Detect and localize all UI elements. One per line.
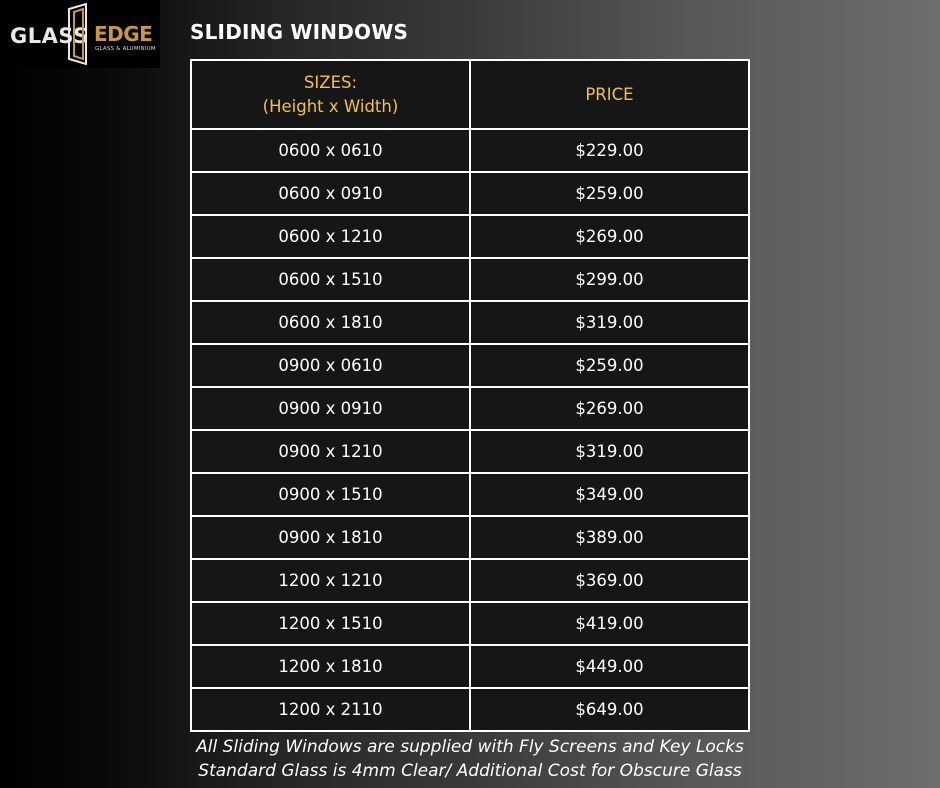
size-cell: 0900 x 0910 (191, 387, 470, 430)
price-cell: $229.00 (470, 129, 749, 172)
logo-tagline: GLASS & ALUMINIUM (95, 46, 156, 52)
price-cell: $389.00 (470, 516, 749, 559)
logo-word-glass: GLASS (10, 24, 89, 48)
size-header-sublabel: (Height x Width) (262, 96, 399, 116)
table-row (191, 430, 749, 473)
price-cell: $269.00 (470, 215, 749, 258)
price-cell: $319.00 (470, 301, 749, 344)
size-cell: 0600 x 1510 (191, 258, 470, 301)
table-row (191, 172, 749, 215)
table-row (191, 516, 749, 559)
price-cell: $269.00 (470, 387, 749, 430)
table-header-row (191, 60, 749, 129)
price-cell: $419.00 (470, 602, 749, 645)
note-fly-screens: All Sliding Windows are supplied with Fly Screens and Key Locks (196, 737, 744, 757)
size-cell: 1200 x 1210 (191, 559, 470, 602)
price-cell: $259.00 (470, 172, 749, 215)
price-cell: $299.00 (470, 258, 749, 301)
price-cell: $649.00 (470, 688, 749, 731)
table-row (191, 387, 749, 430)
size-cell: 0600 x 0610 (191, 129, 470, 172)
table-row (191, 688, 749, 731)
size-cell: 1200 x 1510 (191, 602, 470, 645)
size-cell: 0600 x 0910 (191, 172, 470, 215)
table-row (191, 473, 749, 516)
size-cell: 0600 x 1210 (191, 215, 470, 258)
size-column-header (191, 60, 470, 129)
table-row (191, 215, 749, 258)
brand-logo (0, 0, 160, 68)
logo-word-edge: EDGE (94, 22, 153, 46)
table-row (191, 602, 749, 645)
price-column-header: PRICE (470, 60, 749, 129)
price-cell: $319.00 (470, 430, 749, 473)
size-cell: 0900 x 1810 (191, 516, 470, 559)
table-row (191, 258, 749, 301)
footer-notes (0, 735, 940, 783)
price-table-body (191, 129, 749, 731)
price-cell: $369.00 (470, 559, 749, 602)
size-cell: 1200 x 1810 (191, 645, 470, 688)
window-frame-icon (66, 3, 90, 65)
size-header-label: SIZES: (303, 72, 358, 92)
table-row (191, 344, 749, 387)
size-cell: 0900 x 1510 (191, 473, 470, 516)
page-title: SLIDING WINDOWS (190, 20, 409, 44)
size-cell: 0900 x 0610 (191, 344, 470, 387)
price-cell: $449.00 (470, 645, 749, 688)
size-cell: 0900 x 1210 (191, 430, 470, 473)
note-standard-glass: Standard Glass is 4mm Clear/ Additional Cost for Obscure Glass (198, 761, 742, 781)
size-cell: 1200 x 2110 (191, 688, 470, 731)
price-cell: $349.00 (470, 473, 749, 516)
price-table (190, 59, 750, 732)
table-row (191, 129, 749, 172)
size-cell: 0600 x 1810 (191, 301, 470, 344)
table-row (191, 645, 749, 688)
table-row (191, 559, 749, 602)
price-cell: $259.00 (470, 344, 749, 387)
table-row (191, 301, 749, 344)
